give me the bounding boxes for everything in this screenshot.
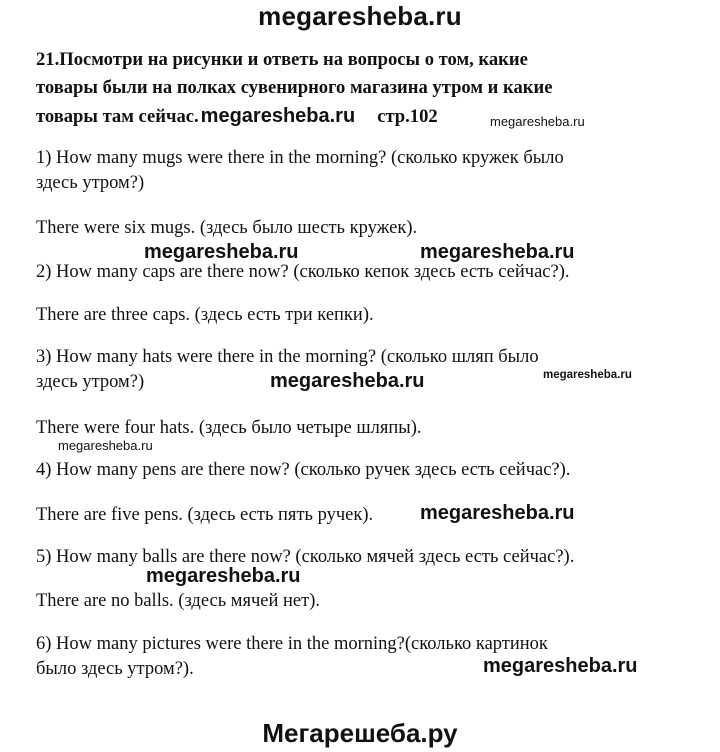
question-3-line-1: 3) How many hats were there in the morning? (сколько шляп было <box>36 347 539 367</box>
answer-3: There were four hats. (здесь было четыре шляпы). <box>36 418 422 438</box>
question-2: 2) How many caps are there now? (сколько кепок здесь есть сейчас?). <box>36 262 570 282</box>
question-1-line-2: здесь утром?) <box>36 173 145 193</box>
question-1 <box>36 146 564 196</box>
watermark-inline: megaresheba.ru <box>200 105 356 127</box>
answer-5: There are no balls. (здесь мячей нет). <box>36 591 321 611</box>
question-3-line-2: здесь утром?) <box>36 372 145 392</box>
watermark-small: megaresheba.ru <box>58 438 153 453</box>
task-title-line-3-text: товары там сейчас. <box>36 106 199 127</box>
watermark: megaresheba.ru <box>483 655 638 677</box>
answer-1: There were six mugs. (здесь было шесть кружек). <box>36 218 418 238</box>
question-6-line-2: было здесь утром?). <box>36 659 194 679</box>
task-title-line-2: товары были на полках сувенирного магазина утром и какие <box>36 77 553 98</box>
watermark: megaresheba.ru <box>420 241 575 263</box>
watermark: megaresheba.ru <box>144 241 299 263</box>
watermark: megaresheba.ru <box>270 370 425 392</box>
answer-4: There are five pens. (здесь есть пять ручек). <box>36 505 374 525</box>
task-title-line-1: 21.Посмотри на рисунки и ответь на вопросы о том, какие <box>36 49 528 70</box>
watermark-small: megaresheba.ru <box>543 369 632 381</box>
watermark: megaresheba.ru <box>420 502 575 524</box>
answer-2: There are three caps. (здесь есть три кепки). <box>36 305 374 325</box>
watermark-small: megaresheba.ru <box>490 114 585 129</box>
page-reference: стр.102 <box>377 106 438 127</box>
watermark: megaresheba.ru <box>146 565 301 587</box>
question-6 <box>36 632 548 682</box>
question-5: 5) How many balls are there now? (сколько мячей здесь есть сейчас?). <box>36 547 575 567</box>
site-footer: Мегарешеба.ру <box>262 718 458 748</box>
site-header: megaresheba.ru <box>258 1 462 31</box>
question-4: 4) How many pens are there now? (сколько ручек здесь есть сейчас?). <box>36 460 571 480</box>
question-1-line-1: 1) How many mugs were there in the morning? (сколько кружек было <box>36 148 564 168</box>
question-6-line-1: 6) How many pictures were there in the morning?(сколько картинок <box>36 634 548 654</box>
